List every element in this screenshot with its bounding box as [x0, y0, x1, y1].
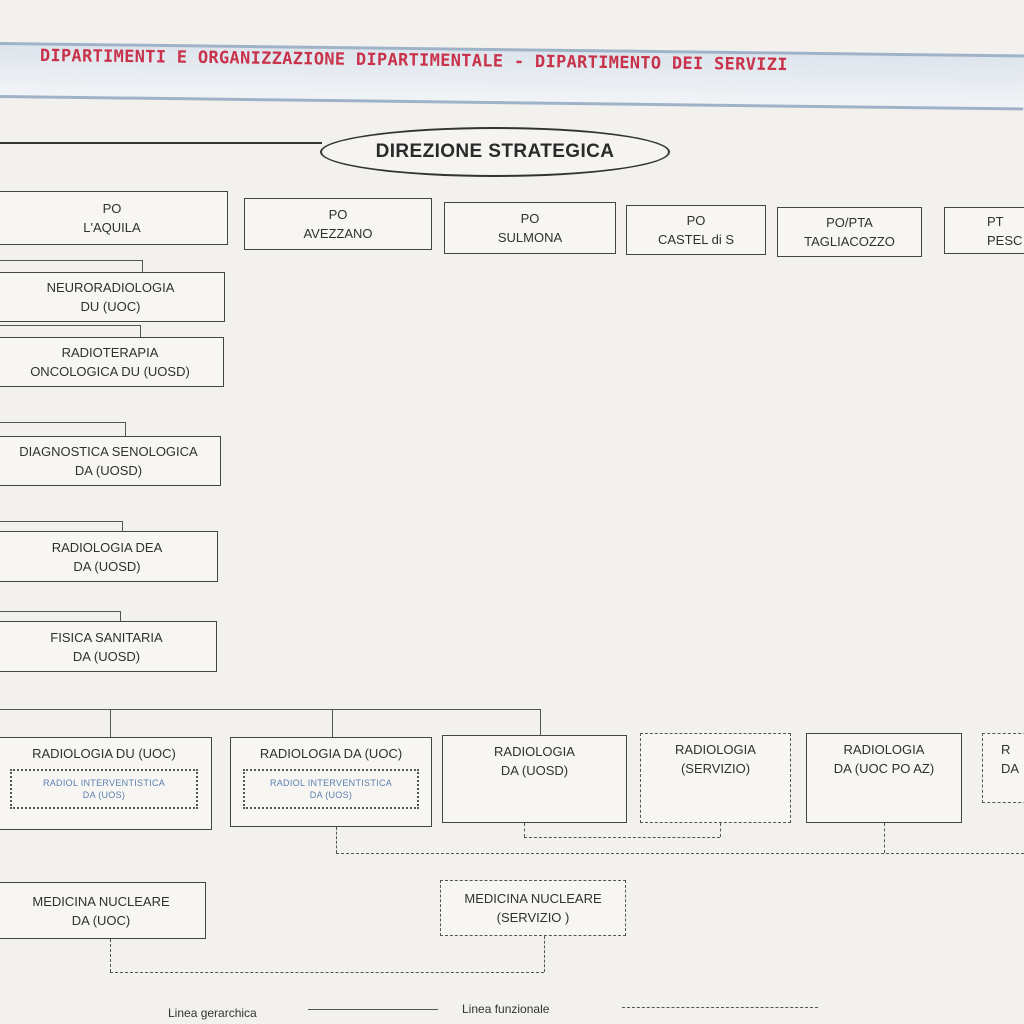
sub-unit-radiol-interventistica — [10, 769, 198, 809]
presidio-pescina — [944, 207, 1024, 254]
functional-connector — [524, 837, 720, 838]
functional-connector — [336, 853, 1024, 854]
unit-fisica-sanitaria — [0, 621, 217, 672]
connector — [142, 260, 143, 272]
legend-hierarchical-label: Linea gerarchica — [168, 1006, 257, 1020]
connector — [125, 422, 126, 436]
unit-line1: RADIOTERAPIA — [61, 345, 159, 360]
unit-radiologia-uoc-po-az — [806, 733, 962, 823]
unit-line1: DIAGNOSTICA SENOLOGICA — [19, 444, 198, 459]
connector — [0, 709, 541, 710]
presidio-line1: PO/PTA — [826, 215, 873, 230]
unit-line2: DU (UOC) — [80, 299, 141, 314]
presidio-line1: PO — [520, 211, 540, 226]
unit-line1: MEDICINA NUCLEARE — [32, 893, 170, 909]
legend-hierarchical-line — [308, 1009, 438, 1010]
presidio-tagliacozzo — [777, 207, 922, 257]
connector — [0, 422, 125, 423]
presidio-line2: AVEZZANO — [303, 226, 373, 241]
unit-line1: RADIOLOGIA DU (UOC) — [32, 746, 176, 761]
unit-line1: RADIOLOGIA DA (UOC) — [259, 746, 403, 761]
connector — [0, 521, 122, 522]
unit-radiologia-da-uoc — [230, 737, 432, 827]
unit-medicina-nucleare-servizio — [440, 880, 626, 936]
sub-unit-line1: RADIOL INTERVENTISTICA — [42, 778, 166, 788]
legend-functional-label: Linea funzionale — [462, 1002, 550, 1016]
root-connector — [0, 142, 322, 144]
unit-line2: DA (UOSD) — [72, 648, 141, 664]
sub-unit-line2: DA (UOS) — [82, 790, 126, 800]
unit-line2: DA (UOSD) — [500, 763, 569, 778]
functional-connector — [720, 823, 721, 837]
connector — [0, 611, 120, 612]
unit-radiologia-servizio — [640, 733, 791, 823]
unit-diagnostica-senologica — [0, 436, 221, 486]
unit-radiologia-partial — [982, 733, 1024, 803]
unit-line2: ONCOLOGICA DU (UOSD) — [30, 364, 190, 379]
unit-line2: DA (UOC) — [71, 912, 131, 928]
connector — [140, 325, 141, 337]
connector — [120, 611, 121, 621]
connector — [0, 325, 140, 326]
functional-connector — [336, 827, 337, 853]
connector — [122, 521, 123, 531]
presidio-line1: PO — [328, 207, 348, 222]
unit-line2: DA (UOSD) — [74, 463, 143, 478]
unit-line1: NEURORADIOLOGIA — [46, 280, 175, 295]
unit-line1: R — [1001, 742, 1011, 757]
presidio-avezzano — [244, 198, 432, 250]
legend-functional-line — [622, 1007, 818, 1008]
presidio-line2: TAGLIACOZZO — [804, 234, 895, 249]
connector — [0, 260, 142, 261]
unit-radiologia-da-uosd — [442, 735, 627, 823]
unit-neuroradiologia — [0, 272, 225, 322]
unit-line1: FISICA SANITARIA — [50, 629, 163, 645]
unit-line1: RADIOLOGIA — [843, 742, 925, 757]
unit-line1: MEDICINA NUCLEARE — [464, 891, 602, 906]
sub-unit-radiol-interventistica — [243, 769, 419, 809]
root-label: DIREZIONE STRATEGICA — [375, 141, 615, 162]
presidio-castel-di-sangro — [626, 205, 766, 255]
presidio-sulmona — [444, 202, 616, 254]
presidio-line2: CASTEL di S — [657, 232, 735, 247]
functional-connector — [544, 936, 545, 972]
unit-line2: DA (UOSD) — [73, 558, 141, 574]
presidio-line2: PESC — [987, 232, 1023, 248]
connector — [332, 709, 333, 737]
unit-line1: RADIOLOGIA — [675, 742, 756, 757]
connector — [540, 709, 541, 735]
connector — [110, 709, 111, 737]
functional-connector — [884, 823, 885, 853]
presidio-line1: PO — [102, 201, 122, 216]
presidio-line1: PT — [987, 213, 1004, 229]
unit-line2: (SERVIZIO) — [680, 761, 751, 776]
unit-radiologia-dea — [0, 531, 218, 582]
presidio-laquila — [0, 191, 228, 245]
unit-line2: DA (UOC PO AZ) — [833, 761, 935, 776]
presidio-line1: PO — [686, 213, 706, 228]
presidio-line2: SULMONA — [497, 230, 563, 245]
unit-radioterapia — [0, 337, 224, 387]
unit-medicina-nucleare-uoc — [0, 882, 206, 939]
unit-line2: DA — [1001, 761, 1020, 776]
sub-unit-line2: DA (UOS) — [309, 790, 353, 800]
presidio-line2: L'AQUILA — [83, 220, 141, 235]
unit-line1: RADIOLOGIA DEA — [51, 539, 163, 555]
page-title: DIPARTIMENTI E ORGANIZZAZIONE DIPARTIMENTALE - DIPARTIMENTO DEI SERVIZI — [39, 46, 788, 76]
sub-unit-line1: RADIOL INTERVENTISTICA — [269, 778, 393, 788]
functional-connector — [110, 939, 111, 972]
functional-connector — [524, 823, 525, 837]
unit-line2: (SERVIZIO ) — [496, 910, 570, 925]
functional-connector — [110, 972, 544, 973]
unit-radiologia-du — [0, 737, 212, 830]
root-direzione-strategica — [320, 127, 670, 177]
unit-line1: RADIOLOGIA — [494, 744, 575, 759]
